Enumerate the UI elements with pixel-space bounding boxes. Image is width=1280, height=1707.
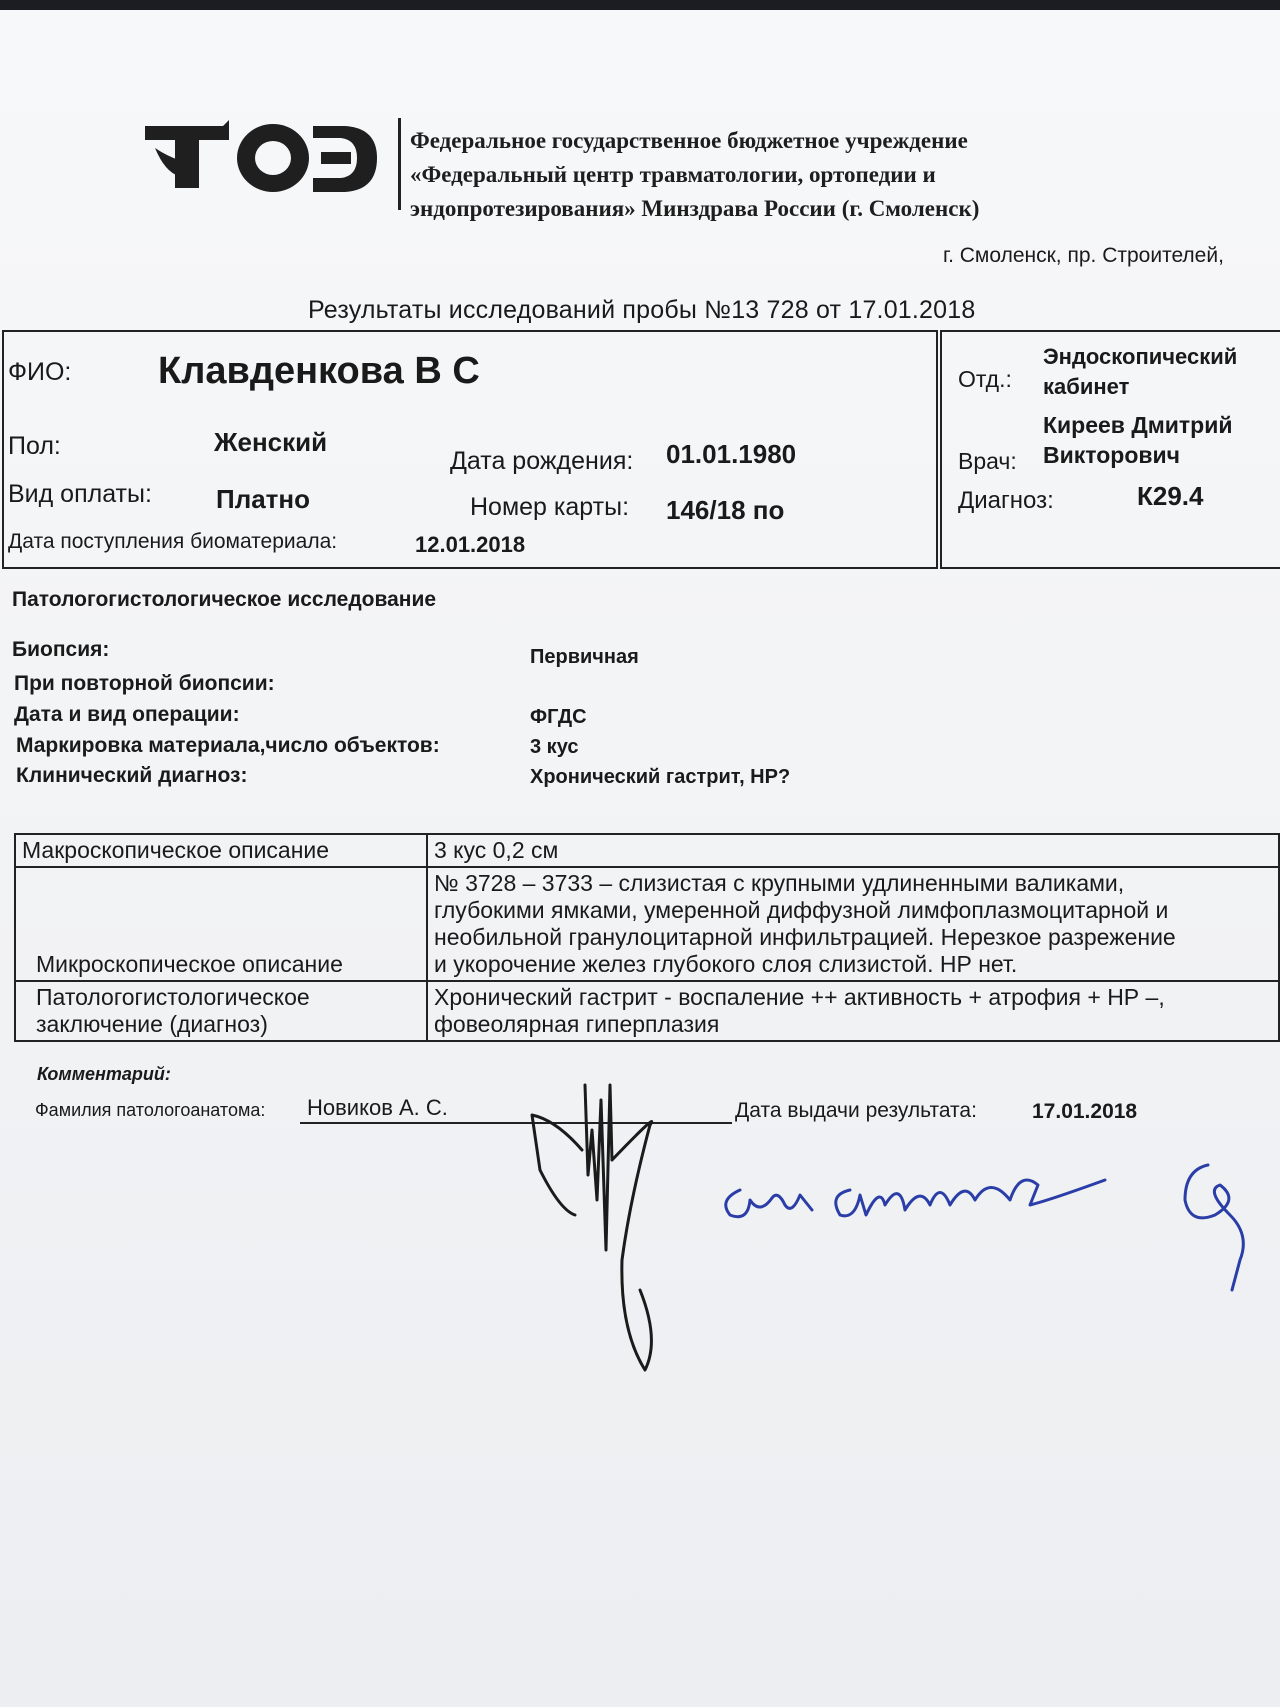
macro-value: 3 кус 0,2 см	[427, 834, 1279, 867]
org-line-3: эндопротезирования» Минздрава России (г. Смоленск)	[410, 196, 980, 221]
field-value-operation: ФГДС	[530, 706, 587, 728]
received-date: 12.01.2018	[415, 532, 526, 557]
field-label-operation: Дата и вид операции:	[14, 703, 240, 726]
issue-date-label: Дата выдачи результата:	[735, 1099, 977, 1122]
department-line-2: кабинет	[1043, 374, 1130, 399]
conclusion-value: Хронический гастрит - воспаление ++ активность + атрофия + НР –, фовеолярная гиперплазия	[427, 981, 1279, 1041]
patient-sex: Женский	[214, 427, 328, 457]
field-label-marking: Маркировка материала,число объектов:	[16, 734, 440, 757]
sex-label: Пол:	[8, 432, 61, 460]
pathologist-name: Новиков А. С.	[307, 1095, 448, 1120]
organization-address: г. Смоленск, пр. Строителей,	[943, 244, 1224, 267]
field-value-clinical-diagnosis: Хронический гастрит, НР?	[530, 766, 791, 788]
received-label: Дата поступления биоматериала:	[8, 530, 338, 553]
dept-label: Отд.:	[958, 366, 1012, 392]
card-label: Номер карты:	[470, 493, 630, 521]
payment-type: Платно	[216, 484, 310, 514]
payment-label: Вид оплаты:	[8, 480, 152, 508]
doctor-line-2: Викторович	[1043, 442, 1181, 468]
diagnosis-code: К29.4	[1137, 481, 1204, 511]
micro-label: Микроскопическое описание	[15, 867, 427, 981]
document-title: Результаты исследований пробы №13 728 от 17.01.2018	[308, 296, 976, 324]
fio-label: ФИО:	[8, 358, 72, 386]
field-value-biopsy: Первичная	[530, 646, 639, 668]
card-number: 146/18 по	[666, 495, 785, 525]
field-label-repeat-biopsy: При повторной биопсии:	[14, 672, 275, 695]
section-title: Патологогистологическое исследование	[12, 588, 437, 611]
org-line-1: Федеральное государственное бюджетное учреждение	[410, 128, 968, 153]
pathologist-label: Фамилия патологоанатома:	[35, 1100, 266, 1120]
issue-date: 17.01.2018	[1032, 1100, 1138, 1123]
patient-birth-date: 01.01.1980	[666, 439, 797, 469]
org-line-2: «Федеральный центр травматологии, ортопедии и	[410, 162, 936, 187]
patient-name: Клавденкова В С	[158, 350, 480, 392]
doctor-label: Врач:	[958, 448, 1017, 474]
birth-label: Дата рождения:	[450, 447, 634, 475]
field-value-marking: 3 кус	[530, 736, 579, 758]
macro-label: Макроскопическое описание	[15, 834, 427, 867]
department-line-1: Эндоскопический	[1043, 344, 1238, 369]
conclusion-label: Патологогистологическое заключение (диагноз)	[15, 981, 427, 1041]
micro-value: № 3728 – 3733 – слизистая с крупными удлиненными валиками, глубокими ямками, умеренной диффузной лимфоплазмоцитарной и необильной гранулоцитарной инфильтрацией. Нерезкое разрежение и укорочение желез глубокого слоя слизистой. НР нет.	[427, 867, 1279, 981]
field-label-clinical-diagnosis: Клинический диагноз:	[16, 764, 248, 787]
diagnosis-label: Диагноз:	[958, 487, 1054, 514]
field-label-biopsy: Биопсия:	[12, 638, 110, 661]
doctor-line-1: Киреев Дмитрий	[1043, 412, 1233, 438]
comment-label: Комментарий:	[37, 1064, 171, 1084]
